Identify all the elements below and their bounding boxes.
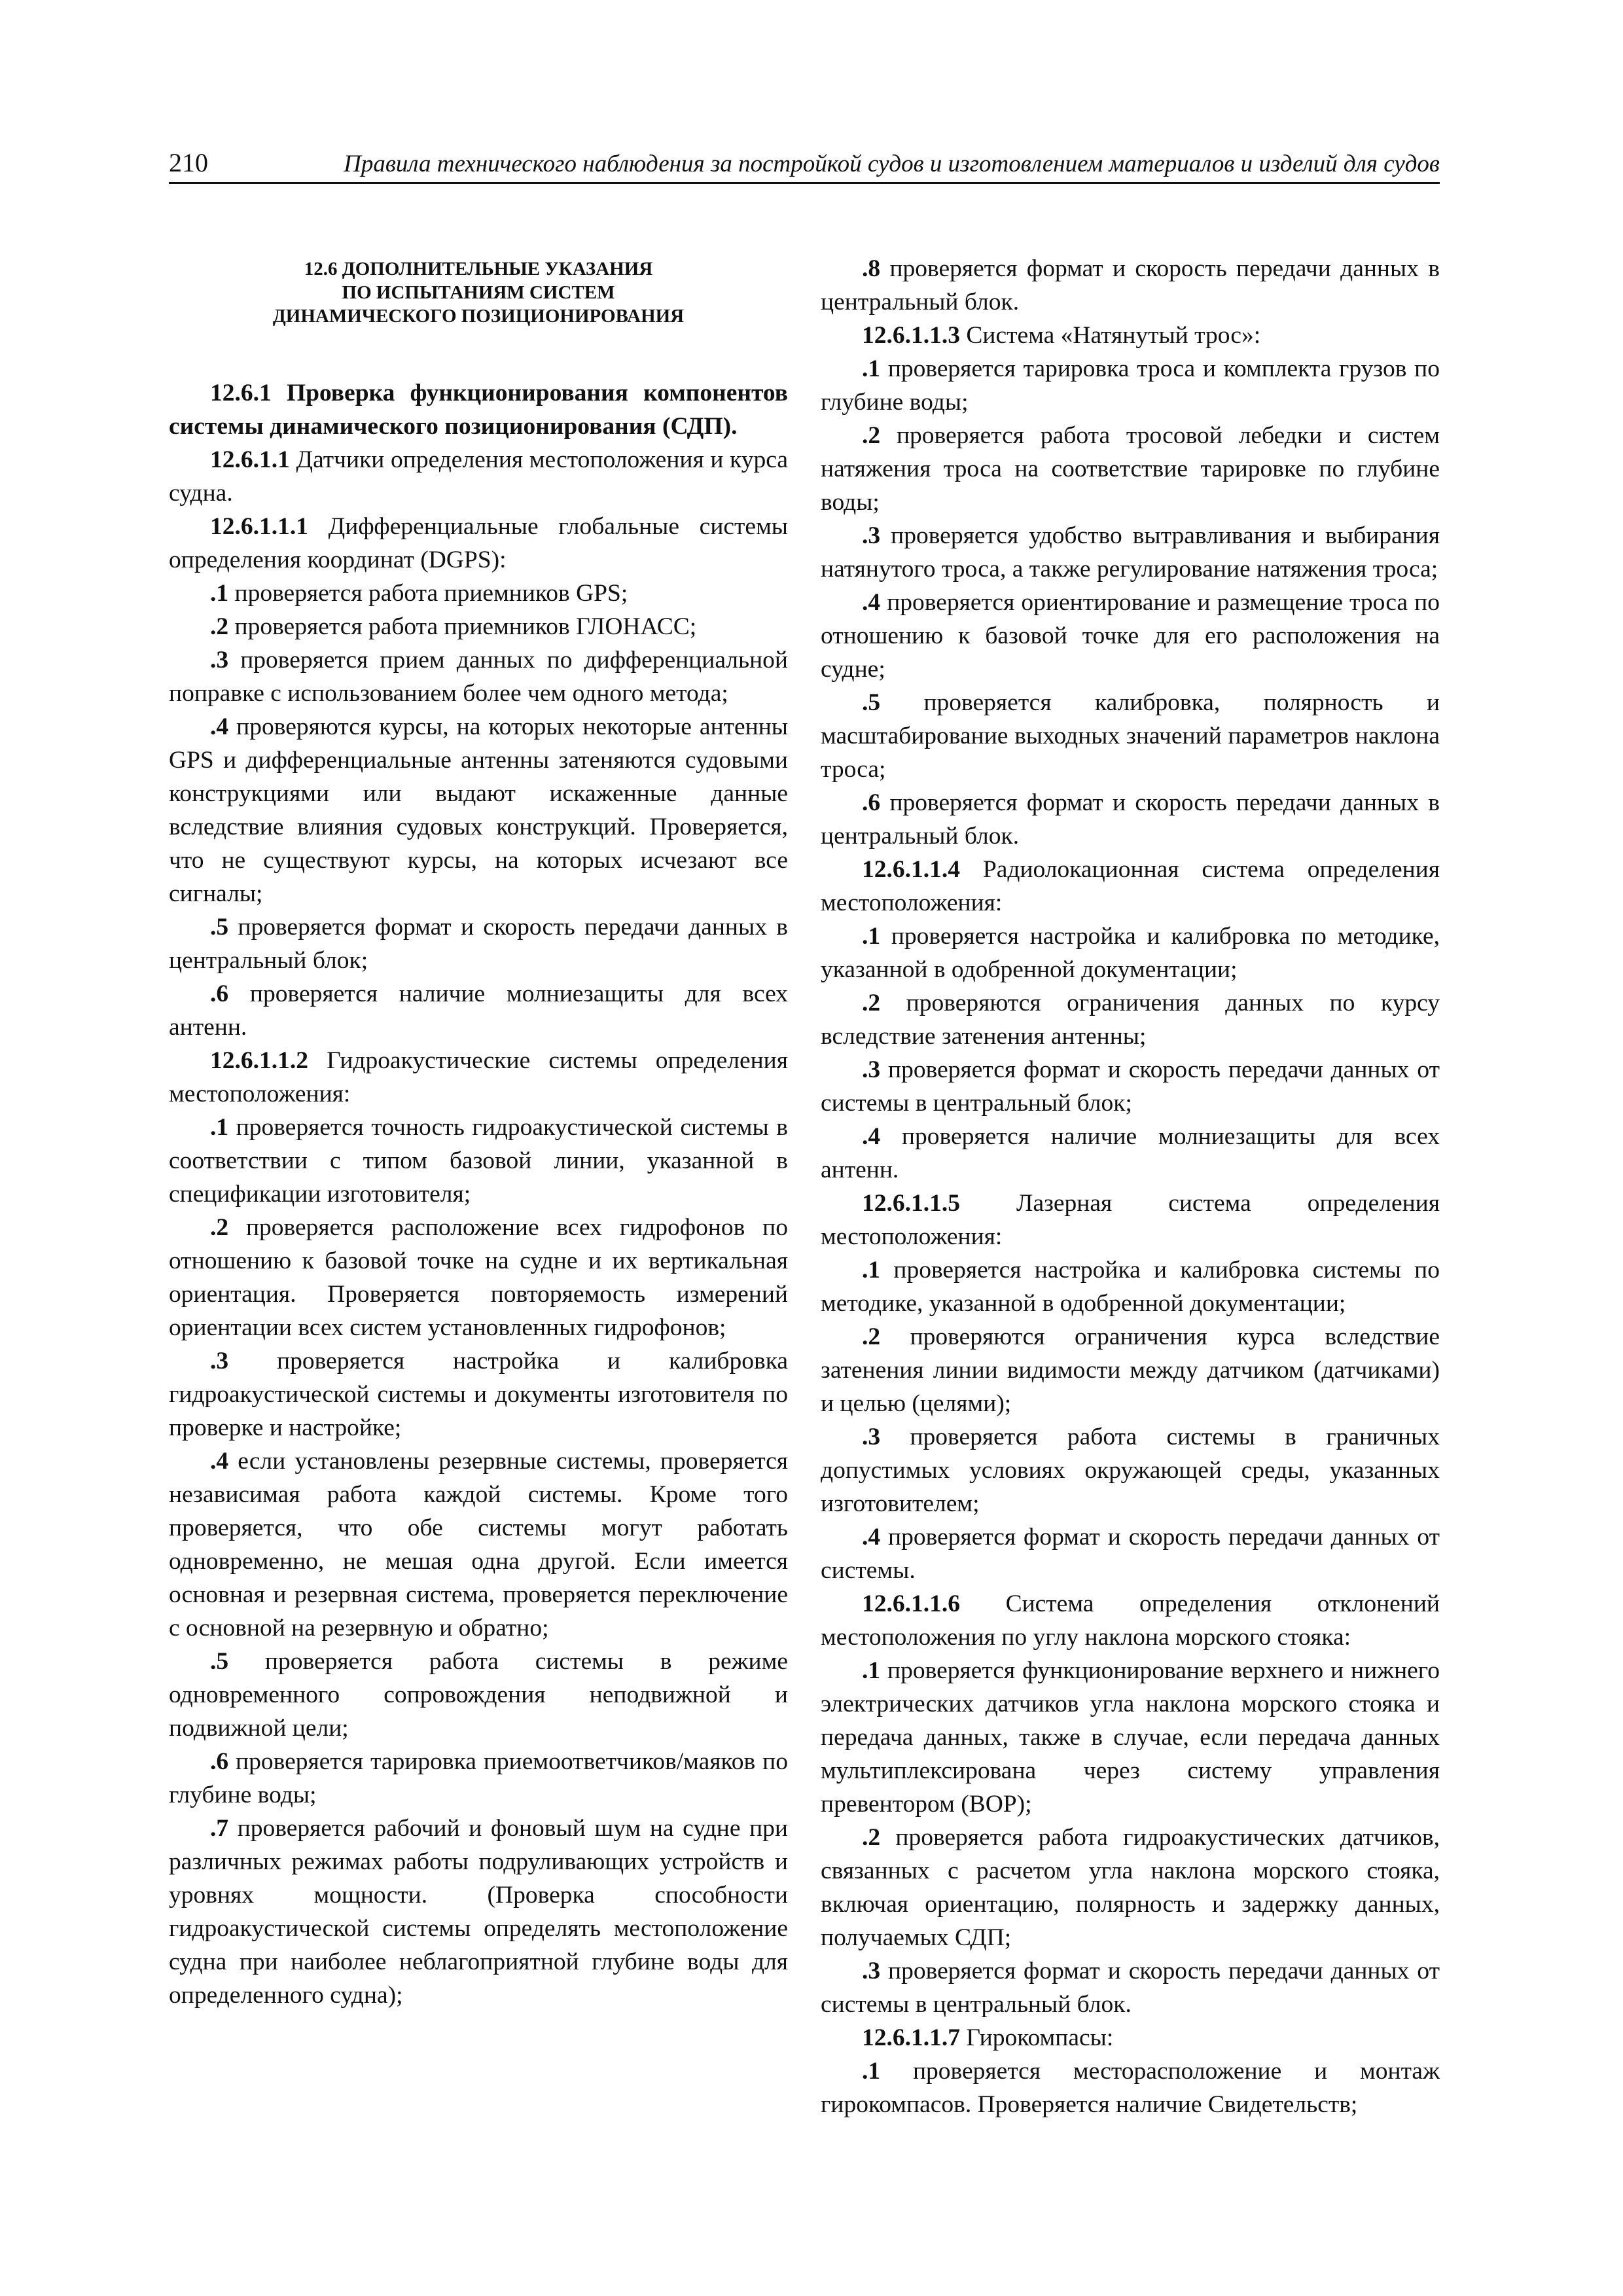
clause-text: проверяются ограничения курса вследствие затенения линии видимости между датчиком (датчиками) и целью (целями); (821, 1323, 1440, 1417)
clause-text: проверяется наличие молниезащиты для всех антенн. (821, 1123, 1440, 1183)
paragraph (169, 977, 788, 1044)
clause-text: Радиолокационная система определения местоположения: (821, 856, 1440, 916)
clause-number: 12.6.1.1.6 (862, 1590, 960, 1617)
clause-text: Датчики определения местоположения и курса судна. (169, 446, 788, 507)
paragraph (169, 1044, 788, 1111)
paragraph (169, 577, 788, 610)
clause-number: .1 (210, 1114, 229, 1141)
clause-number: .2 (862, 422, 881, 449)
paragraph (821, 1520, 1440, 1587)
paragraph (821, 1120, 1440, 1187)
clause-text: Проверка функционирования компонентов системы динамического позиционирования (СДП). (169, 380, 788, 440)
clause-text: проверяется тарировка приемоответчиков/маяков по глубине воды; (169, 1748, 788, 1808)
section-heading-line: ДИНАМИЧЕСКОГО ПОЗИЦИОНИРОВАНИЯ (272, 306, 685, 327)
clause-number: .4 (862, 1123, 881, 1150)
clause-number: 12.6.1.1 (210, 446, 290, 473)
paragraph (821, 2054, 1440, 2121)
clause-number: .2 (862, 990, 881, 1016)
clause-number: .3 (862, 1056, 881, 1083)
clause-number: 12.6.1.1.3 (862, 322, 960, 349)
clause-number: .1 (862, 1257, 881, 1283)
clause-number: 12.6.1.1.5 (862, 1190, 960, 1217)
paragraph (821, 1053, 1440, 1120)
paragraph (169, 1111, 788, 1211)
paragraph (821, 1253, 1440, 1320)
clause-number: .1 (862, 1657, 881, 1684)
clause-number: .6 (210, 980, 229, 1007)
paragraph (821, 419, 1440, 519)
clause-number: .1 (210, 580, 229, 607)
paragraph (821, 920, 1440, 986)
clause-text: проверяется формат и скорость передачи данных в центральный блок; (169, 914, 788, 974)
paragraph (169, 610, 788, 643)
clause-number: 12.6.1.1.4 (862, 856, 960, 883)
clause-text: проверяется функционирование верхнего и нижнего электрических датчиков угла наклона морского стояка и передача данных, также в случае, если передача данных мультиплексирована через систему управления превентором (ВОР); (821, 1657, 1440, 1818)
clause-number: .7 (210, 1815, 229, 1842)
paragraph (821, 1420, 1440, 1520)
clause-number: .4 (210, 1448, 229, 1475)
clause-number: .1 (862, 2058, 881, 2085)
clause-text: проверяется настройка и калибровка по методике, указанной в одобренной документации; (821, 923, 1440, 983)
paragraph (821, 2021, 1440, 2054)
paragraph (169, 376, 788, 443)
paragraph (821, 1320, 1440, 1420)
right-column (821, 252, 1440, 2137)
clause-text: проверяется расположение всех гидрофонов по отношению к базовой точке на судне и их вертикальная ориентация. Проверяется повторяемость измерений ориентации всех систем установленных гидрофонов; (169, 1214, 788, 1341)
clause-number: .1 (862, 923, 881, 950)
clause-number: .3 (210, 1348, 229, 1374)
clause-number: .4 (210, 713, 229, 740)
paragraph (821, 586, 1440, 686)
paragraph (821, 1821, 1440, 1954)
paragraph (169, 510, 788, 577)
clause-number: .3 (210, 647, 229, 673)
paragraph (821, 786, 1440, 853)
clause-text: Гидроакустические системы определения местоположения: (169, 1047, 788, 1107)
paragraph (169, 1812, 788, 2012)
paragraph (169, 443, 788, 510)
clause-number: .3 (862, 522, 881, 549)
clause-number: .2 (210, 1214, 229, 1241)
clause-text: Система определения отклонений местоположения по углу наклона морского стояка: (821, 1590, 1440, 1651)
clause-number: .5 (862, 689, 881, 716)
paragraph (169, 710, 788, 910)
page-number: 210 (169, 148, 208, 177)
clause-text: проверяется формат и скорость передачи данных от системы. (821, 1524, 1440, 1584)
paragraph (821, 252, 1440, 319)
clause-text: проверяется формат и скорость передачи данных в центральный блок. (821, 789, 1440, 850)
paragraph (169, 1444, 788, 1645)
paragraph (169, 1645, 788, 1745)
clause-number: .2 (210, 613, 229, 640)
paragraph (169, 643, 788, 710)
clause-number: 12.6.1.1.1 (210, 513, 308, 540)
clause-text: проверяется работа гидроакустических датчиков, связанных с расчетом угла наклона морского стояка, включая ориентацию, полярность и задержку данных, получаемых СДП; (821, 1824, 1440, 1951)
clause-number: .6 (862, 789, 881, 816)
clause-number: .4 (862, 1524, 881, 1551)
left-column (169, 252, 788, 2137)
clause-text: если установлены резервные системы, проверяется независимая работа каждой системы. Кроме того проверяется, что обе системы могут работать одновременно, не мешая одна другой. Если имеется основная и резервная система, проверяется переключение с основной на резервную и обратно; (169, 1448, 788, 1641)
clause-text: проверяется формат и скорость передачи данных от системы в центральный блок; (821, 1056, 1440, 1117)
section-heading (169, 257, 788, 328)
clause-text: проверяется настройка и калибровка гидроакустической системы и документы изготовителя по проверке и настройке; (169, 1348, 788, 1441)
clause-text: проверяется работа тросовой лебедки и систем натяжения троса на соответствие тарировке по глубине воды; (821, 422, 1440, 516)
clause-text: проверяется рабочий и фоновый шум на судне при различных режимах работы подруливающих устройств и уровнях мощности. (Проверка способности гидроакустической системы определять местоположение судна при наиболее неблагоприятной глубине воды для определенного судна); (169, 1815, 788, 2009)
clause-number: .6 (210, 1748, 229, 1775)
paragraph (821, 1187, 1440, 1253)
clause-number: 12.6.1.1.2 (210, 1047, 308, 1074)
paragraph (821, 1587, 1440, 1654)
clause-text: проверяется калибровка, полярность и масштабирование выходных значений параметров наклона троса; (821, 689, 1440, 783)
clause-text: Лазерная система определения местоположения: (821, 1190, 1440, 1250)
clause-number: .2 (862, 1824, 881, 1851)
paragraph (821, 686, 1440, 786)
clause-text: проверяется точность гидроакустической системы в соответствии с типом базовой линии, указанной в спецификации изготовителя; (169, 1114, 788, 1208)
clause-number: 12.6.1 (210, 380, 272, 406)
paragraph (821, 986, 1440, 1053)
running-title: Правила технического наблюдения за постройкой судов и изготовлением материалов и изделий для судов (344, 151, 1440, 177)
paragraph (821, 853, 1440, 920)
clause-number: .3 (862, 1424, 881, 1450)
clause-number: .2 (862, 1323, 881, 1350)
clause-number: 12.6.1.1.7 (862, 2024, 960, 2051)
clause-text: проверяется работа системы в режиме одновременного сопровождения неподвижной и подвижной цели; (169, 1648, 788, 1742)
paragraph (821, 319, 1440, 352)
paragraph (821, 1954, 1440, 2021)
paragraph (169, 1745, 788, 1812)
clause-number: .5 (210, 914, 229, 941)
paragraph (821, 352, 1440, 419)
paragraph (821, 1654, 1440, 1821)
page-header (169, 143, 1440, 184)
text-columns (169, 252, 1440, 2137)
paragraph (169, 910, 788, 977)
clause-text: проверяется работа приемников ГЛОНАСС; (228, 613, 697, 640)
paragraph (169, 1211, 788, 1344)
section-heading-line: 12.6 ДОПОЛНИТЕЛЬНЫЕ УКАЗАНИЯ (304, 259, 653, 279)
clause-text: проверяется ориентирование и размещение троса по отношению к базовой точке для его расположения на судне; (821, 589, 1440, 683)
clause-text: проверяются курсы, на которых некоторые антенны GPS и дифференциальные антенны затеняются судовыми конструкциями или выдают искаженные данные вследствие влияния судовых конструкций. Проверяется, что не существуют курсы, на которых исчезают все сигналы; (169, 713, 788, 907)
clause-text: проверяется прием данных по дифференциальной поправке с использованием более чем одного метода; (169, 647, 788, 707)
clause-text: проверяется формат и скорость передачи данных от системы в центральный блок. (821, 1958, 1440, 2018)
clause-text: Система «Натянутый трос»: (960, 322, 1261, 349)
clause-text: проверяется настройка и калибровка системы по методике, указанной в одобренной документации; (821, 1257, 1440, 1317)
clause-text: проверяется наличие молниезащиты для всех антенн. (169, 980, 788, 1041)
section-heading-line: ПО ИСПЫТАНИЯМ СИСТЕМ (342, 282, 615, 303)
paragraph (169, 1344, 788, 1444)
clause-text: проверяется месторасположение и монтаж гирокомпасов. Проверяется наличие Свидетельств; (821, 2058, 1440, 2118)
clause-text: проверяется удобство вытравливания и выбирания натянутого троса, а также регулирование натяжения троса; (821, 522, 1440, 583)
paragraph (821, 519, 1440, 586)
clause-number: .1 (862, 355, 881, 382)
clause-number: .3 (862, 1958, 881, 1984)
clause-number: .5 (210, 1648, 229, 1675)
clause-text: проверяются ограничения данных по курсу вследствие затенения антенны; (821, 990, 1440, 1050)
clause-text: Гирокомпасы: (960, 2024, 1114, 2051)
clause-text: проверяется тарировка троса и комплекта грузов по глубине воды; (821, 355, 1440, 416)
clause-number: .4 (862, 589, 881, 616)
clause-text: проверяется работа системы в граничных допустимых условиях окружающей среды, указанных изготовителем; (821, 1424, 1440, 1517)
clause-text: Дифференциальные глобальные системы определения координат (DGPS): (169, 513, 788, 573)
clause-text: проверяется работа приемников GPS; (228, 580, 628, 607)
clause-number: .8 (862, 255, 881, 282)
clause-text: проверяется формат и скорость передачи данных в центральный блок. (821, 255, 1440, 315)
